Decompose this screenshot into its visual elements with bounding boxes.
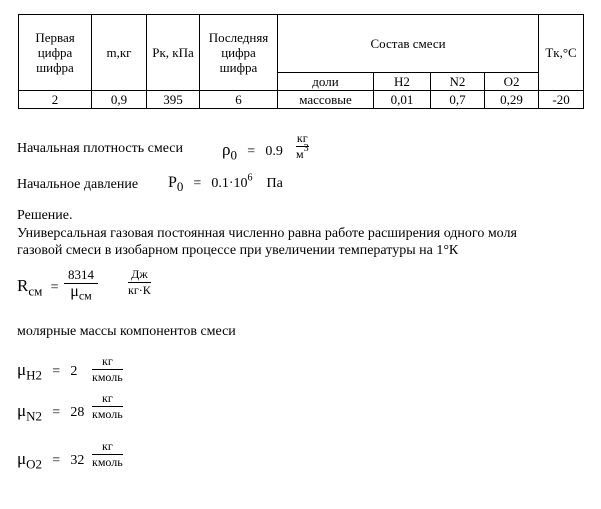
density-value: 0.9 — [265, 144, 283, 159]
mu-symbol: μ — [17, 401, 27, 420]
density-formula — [222, 140, 283, 163]
unit-numerator: кг — [101, 439, 113, 453]
mu-h2-formula — [17, 360, 78, 383]
unit-numerator: Дж — [131, 267, 148, 281]
unit-denominator: кмоль — [92, 370, 123, 384]
solution-heading: Решение. — [17, 208, 73, 223]
cell-mass: 0,9 — [92, 91, 147, 109]
rcm-formula — [17, 276, 59, 299]
mu-h2-unit — [92, 355, 123, 384]
rcm-unit — [128, 268, 151, 297]
cell-n2: 0,7 — [431, 91, 485, 109]
header-h2: H2 — [374, 73, 431, 91]
mu-subscript: O2 — [26, 456, 43, 472]
unit-denominator: кг·К — [128, 283, 151, 297]
rho-subscript: 0 — [230, 147, 237, 163]
unit-numerator: кг — [101, 354, 113, 368]
pressure-formula — [168, 172, 283, 195]
density-unit — [296, 132, 309, 161]
cell-first-digit: 2 — [19, 91, 92, 109]
solution-line-2: газовой смеси в изобарном процессе при увеличении температуры на 1°К — [17, 243, 459, 258]
unit-denominator: кмоль — [92, 455, 123, 469]
pressure-exponent: 6 — [247, 172, 253, 184]
table-row — [19, 91, 584, 109]
header-temperature: Tк,°C — [539, 15, 584, 91]
mu-symbol: μ — [17, 360, 27, 379]
mu-n2-value: 28 — [70, 405, 85, 420]
solution-line-1: Универсальная газовая постоянная численно равна работе расширения одного моля — [17, 226, 517, 241]
equals-sign: = — [52, 453, 61, 468]
cell-last-digit: 6 — [200, 91, 278, 109]
mu-o2-formula — [17, 449, 85, 472]
equals-sign: = — [50, 280, 59, 295]
fraction-bar — [64, 283, 98, 284]
header-first-digit: Первая цифра шифра — [19, 15, 92, 91]
equals-sign: = — [247, 144, 256, 159]
equals-sign: = — [52, 405, 61, 420]
rcm-subscript: см — [28, 283, 43, 299]
unit-denominator: кмоль — [92, 407, 123, 421]
mu-subscript: H2 — [26, 367, 43, 383]
rcm-numerator: 8314 — [68, 267, 94, 282]
density-label: Начальная плотность смеси — [17, 141, 183, 156]
pressure-value: 0.1·10 — [211, 176, 248, 191]
unit-numerator: кг — [296, 131, 308, 145]
mu-subscript: N2 — [26, 408, 43, 424]
unit-denominator: $м^3$ — [296, 143, 309, 161]
mu-o2-value: 32 — [70, 453, 85, 468]
cell-o2: 0,29 — [485, 91, 539, 109]
pressure-unit: Па — [266, 176, 283, 191]
equals-sign: = — [52, 364, 61, 379]
unit-numerator: кг — [101, 391, 113, 405]
pressure-label: Начальное давление — [17, 177, 139, 192]
header-n2: N2 — [431, 73, 485, 91]
mu-n2-unit — [92, 392, 123, 421]
header-pressure: Pк, кПа — [147, 15, 200, 91]
source-data-table — [18, 14, 584, 109]
mu-o2-unit — [92, 440, 123, 469]
rcm-fraction — [64, 267, 98, 303]
header-mass: m,кг — [92, 15, 147, 91]
equals-sign: = — [193, 176, 202, 191]
molar-label: молярные массы компонентов смеси — [17, 324, 236, 339]
header-composition: Состав смеси — [278, 15, 539, 73]
header-fraction-type: доли — [278, 73, 374, 91]
cell-temperature: -20 — [539, 91, 584, 109]
cell-pressure: 395 — [147, 91, 200, 109]
cell-fraction-type: массовые — [278, 91, 374, 109]
cell-h2: 0,01 — [374, 91, 431, 109]
rcm-symbol: R — [17, 276, 29, 295]
header-last-digit: Последняя цифра шифра — [200, 15, 278, 91]
mu-h2-value: 2 — [70, 364, 78, 379]
rho-symbol: ρ — [222, 140, 231, 159]
header-o2: O2 — [485, 73, 539, 91]
rcm-denominator: $\mu_{см}$ — [70, 283, 92, 303]
pressure-subscript: 0 — [176, 179, 184, 195]
pressure-symbol: P — [168, 174, 177, 191]
mu-symbol: μ — [17, 449, 27, 468]
mu-n2-formula — [17, 401, 85, 424]
